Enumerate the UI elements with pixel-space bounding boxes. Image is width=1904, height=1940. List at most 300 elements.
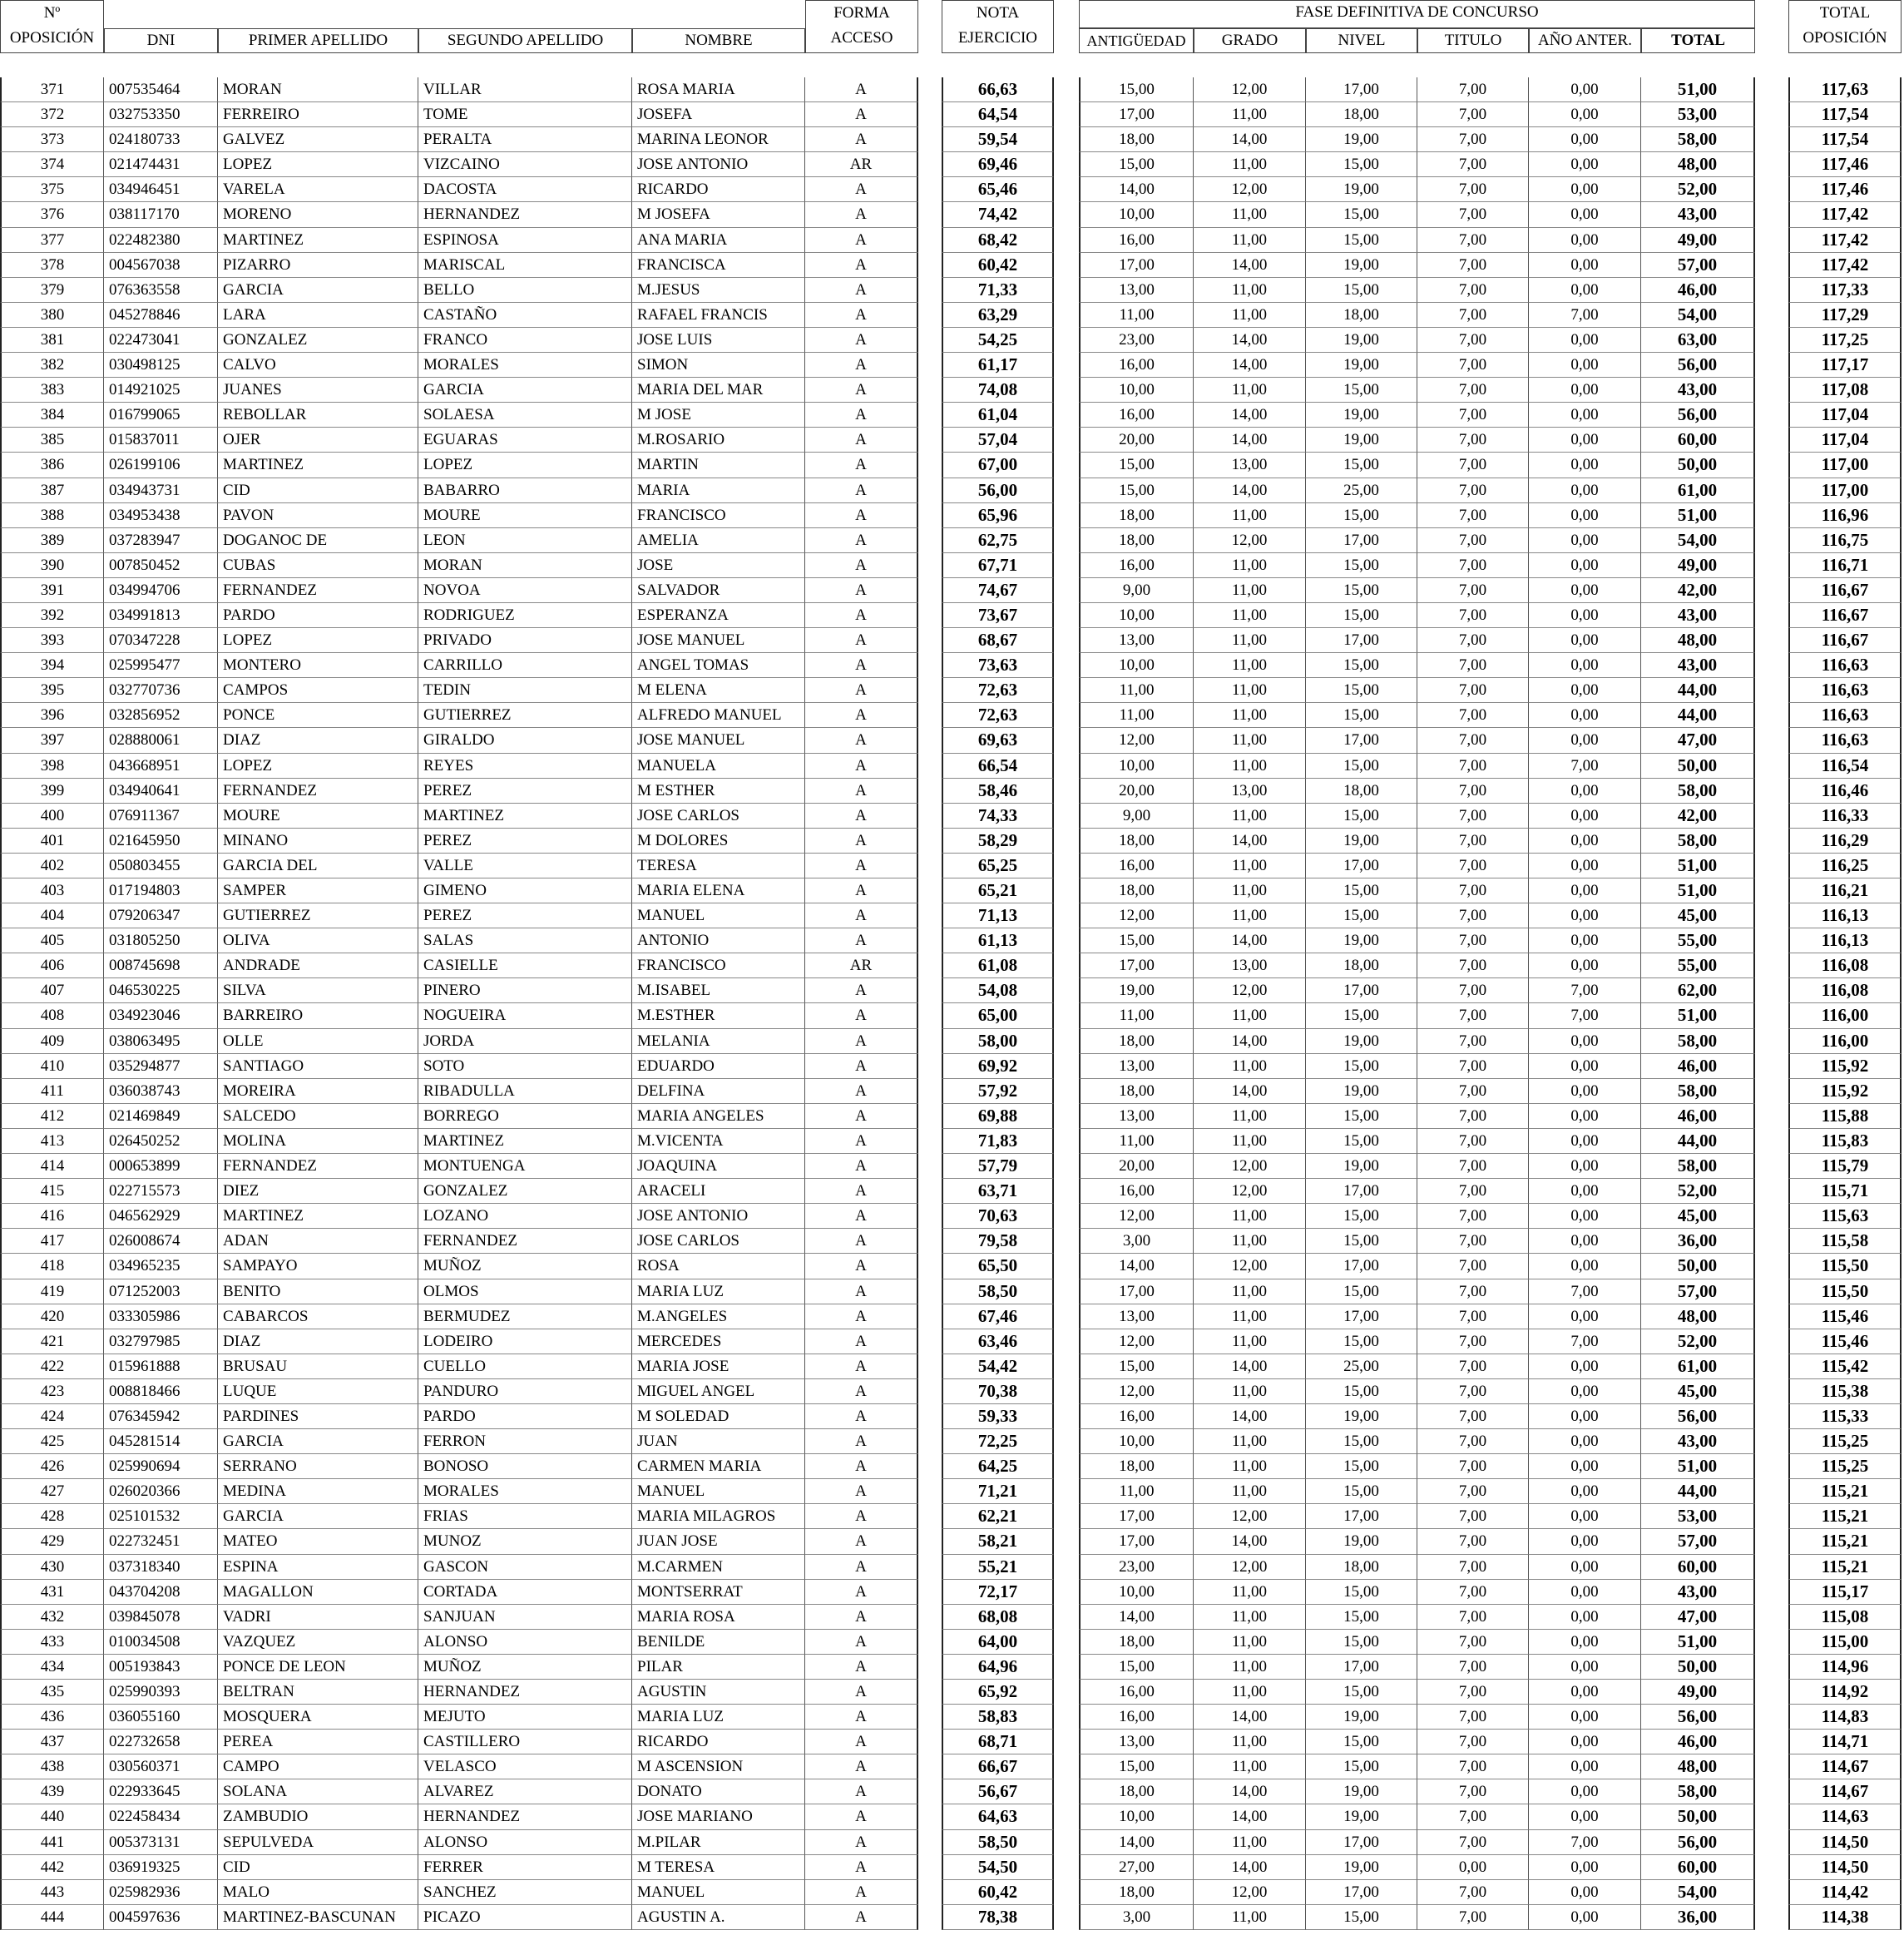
column-gap [918, 678, 942, 703]
cell-grado: 11,00 [1194, 1655, 1306, 1680]
column-gap [1755, 152, 1788, 177]
column-gap [918, 1529, 942, 1554]
cell-grado: 11,00 [1194, 152, 1306, 177]
cell-anio-anter: 0,00 [1529, 228, 1641, 253]
cell-antiguedad: 10,00 [1079, 754, 1194, 779]
cell-forma-acceso: A [805, 403, 918, 428]
cell-dni: 035294877 [104, 1054, 218, 1079]
cell-nivel: 25,00 [1306, 1354, 1417, 1379]
cell-nombre: MARIA JOSE [632, 1354, 805, 1379]
cell-n-oposicion: 439 [0, 1779, 104, 1804]
cell-total-oposicion: 114,96 [1788, 1655, 1902, 1680]
cell-segundo-apellido: ESPINOSA [418, 228, 632, 253]
cell-dni: 037318340 [104, 1555, 218, 1580]
header-antiguedad: ANTIGÜEDAD [1079, 28, 1194, 53]
cell-total-oposicion: 115,21 [1788, 1529, 1902, 1554]
column-gap [1755, 1204, 1788, 1229]
cell-primer-apellido: PONCE [218, 703, 418, 728]
table-row [0, 1404, 1904, 1429]
cell-total-oposicion: 114,67 [1788, 1754, 1902, 1779]
cell-nota-ejercicio: 69,63 [942, 728, 1054, 753]
cell-titulo: 7,00 [1417, 779, 1529, 804]
cell-dni: 034923046 [104, 1003, 218, 1028]
cell-total-oposicion: 116,21 [1788, 878, 1902, 903]
cell-dni: 025982936 [104, 1880, 218, 1905]
column-gap [1054, 1229, 1079, 1254]
cell-dni: 004597636 [104, 1905, 218, 1930]
cell-grado: 11,00 [1194, 1054, 1306, 1079]
column-gap [918, 1079, 942, 1104]
column-gap [918, 978, 942, 1003]
cell-nota-ejercicio: 72,17 [942, 1580, 1054, 1605]
cell-segundo-apellido: PEREZ [418, 829, 632, 854]
cell-nota-ejercicio: 54,08 [942, 978, 1054, 1003]
cell-total-oposicion: 116,00 [1788, 1029, 1902, 1054]
column-gap [918, 1504, 942, 1529]
cell-total-oposicion: 114,42 [1788, 1880, 1902, 1905]
cell-nivel: 15,00 [1306, 1204, 1417, 1229]
cell-total-oposicion: 114,38 [1788, 1905, 1902, 1930]
cell-nivel: 17,00 [1306, 77, 1417, 102]
cell-grado: 14,00 [1194, 478, 1306, 503]
cell-n-oposicion: 430 [0, 1555, 104, 1580]
cell-antiguedad: 16,00 [1079, 854, 1194, 878]
cell-anio-anter: 7,00 [1529, 1003, 1641, 1028]
cell-titulo: 7,00 [1417, 878, 1529, 903]
cell-primer-apellido: DIEZ [218, 1179, 418, 1204]
cell-forma-acceso: A [805, 127, 918, 152]
column-gap [1755, 1304, 1788, 1329]
cell-segundo-apellido: CORTADA [418, 1580, 632, 1605]
cell-nombre: MARTIN [632, 453, 805, 478]
column-gap [1755, 1029, 1788, 1054]
cell-antiguedad: 13,00 [1079, 628, 1194, 653]
cell-titulo: 7,00 [1417, 127, 1529, 152]
cell-antiguedad: 12,00 [1079, 1329, 1194, 1354]
column-gap [918, 1404, 942, 1429]
cell-total-oposicion: 116,29 [1788, 829, 1902, 854]
cell-titulo: 7,00 [1417, 1079, 1529, 1104]
column-gap [918, 1254, 942, 1279]
cell-dni: 043704208 [104, 1580, 218, 1605]
cell-dni: 016799065 [104, 403, 218, 428]
cell-anio-anter: 0,00 [1529, 1880, 1641, 1905]
cell-total-oposicion: 117,29 [1788, 303, 1902, 328]
column-gap [918, 1354, 942, 1379]
column-gap [1054, 603, 1079, 628]
cell-nivel: 19,00 [1306, 127, 1417, 152]
table-row [0, 1029, 1904, 1054]
cell-nivel: 17,00 [1306, 1304, 1417, 1329]
cell-titulo: 7,00 [1417, 1730, 1529, 1754]
cell-fase-total: 57,00 [1641, 253, 1755, 278]
cell-antiguedad: 13,00 [1079, 1730, 1194, 1754]
cell-nivel: 18,00 [1306, 303, 1417, 328]
cell-primer-apellido: SALCEDO [218, 1104, 418, 1129]
cell-total-oposicion: 115,88 [1788, 1104, 1902, 1129]
cell-segundo-apellido: GASCON [418, 1555, 632, 1580]
cell-primer-apellido: REBOLLAR [218, 403, 418, 428]
table-row [0, 829, 1904, 854]
cell-antiguedad: 18,00 [1079, 1630, 1194, 1655]
cell-segundo-apellido: MEJUTO [418, 1705, 632, 1730]
cell-antiguedad: 10,00 [1079, 653, 1194, 678]
cell-anio-anter: 0,00 [1529, 1529, 1641, 1554]
cell-primer-apellido: FERNANDEZ [218, 578, 418, 603]
cell-dni: 026450252 [104, 1129, 218, 1154]
column-gap [1755, 754, 1788, 779]
column-gap [918, 403, 942, 428]
cell-anio-anter: 0,00 [1529, 578, 1641, 603]
column-gap [1755, 1830, 1788, 1855]
column-gap [1054, 1580, 1079, 1605]
cell-dni: 045281514 [104, 1429, 218, 1454]
cell-segundo-apellido: RODRIGUEZ [418, 603, 632, 628]
column-gap [1054, 378, 1079, 403]
cell-anio-anter: 0,00 [1529, 628, 1641, 653]
cell-total-oposicion: 116,00 [1788, 1003, 1902, 1028]
cell-n-oposicion: 374 [0, 152, 104, 177]
cell-nota-ejercicio: 70,63 [942, 1204, 1054, 1229]
cell-forma-acceso: A [805, 1254, 918, 1279]
cell-n-oposicion: 411 [0, 1079, 104, 1104]
cell-grado: 14,00 [1194, 1855, 1306, 1880]
column-gap [1054, 1630, 1079, 1655]
header-total-oposicion [1788, 0, 1902, 53]
cell-primer-apellido: LOPEZ [218, 754, 418, 779]
cell-dni: 004567038 [104, 253, 218, 278]
cell-nivel: 19,00 [1306, 1779, 1417, 1804]
cell-anio-anter: 0,00 [1529, 202, 1641, 227]
table-row [0, 628, 1904, 653]
cell-nivel: 19,00 [1306, 1705, 1417, 1730]
cell-dni: 022732451 [104, 1529, 218, 1554]
column-gap [918, 578, 942, 603]
cell-nivel: 15,00 [1306, 453, 1417, 478]
column-gap [1755, 1529, 1788, 1554]
cell-segundo-apellido: NOGUEIRA [418, 1003, 632, 1028]
table-row [0, 1705, 1904, 1730]
cell-titulo: 7,00 [1417, 1880, 1529, 1905]
cell-segundo-apellido: MARISCAL [418, 253, 632, 278]
cell-dni: 033305986 [104, 1304, 218, 1329]
table-row [0, 378, 1904, 403]
cell-nota-ejercicio: 62,75 [942, 528, 1054, 553]
column-gap [1755, 228, 1788, 253]
column-gap [918, 353, 942, 378]
cell-nombre: SIMON [632, 353, 805, 378]
cell-total-oposicion: 117,17 [1788, 353, 1902, 378]
cell-n-oposicion: 407 [0, 978, 104, 1003]
column-gap [1755, 1404, 1788, 1429]
column-gap [1054, 503, 1079, 528]
cell-grado: 14,00 [1194, 1404, 1306, 1429]
cell-fase-total: 44,00 [1641, 1129, 1755, 1154]
column-gap [1755, 428, 1788, 453]
cell-forma-acceso: A [805, 77, 918, 102]
cell-dni: 034940641 [104, 779, 218, 804]
table-row [0, 1379, 1904, 1404]
cell-fase-total: 56,00 [1641, 353, 1755, 378]
cell-fase-total: 50,00 [1641, 754, 1755, 779]
cell-titulo: 7,00 [1417, 1655, 1529, 1680]
cell-forma-acceso: A [805, 1029, 918, 1054]
cell-fase-total: 51,00 [1641, 1003, 1755, 1028]
cell-nombre: MANUEL [632, 1479, 805, 1504]
column-gap [1054, 678, 1079, 703]
cell-fase-total: 52,00 [1641, 177, 1755, 202]
table-row [0, 578, 1904, 603]
cell-n-oposicion: 400 [0, 804, 104, 829]
table-row [0, 1504, 1904, 1529]
table-row [0, 1479, 1904, 1504]
cell-nombre: M SOLEDAD [632, 1404, 805, 1429]
cell-grado: 14,00 [1194, 1529, 1306, 1554]
cell-segundo-apellido: VELASCO [418, 1754, 632, 1779]
cell-primer-apellido: CID [218, 1855, 418, 1880]
table-row [0, 653, 1904, 678]
column-gap [918, 1104, 942, 1129]
cell-total-oposicion: 115,25 [1788, 1429, 1902, 1454]
cell-nombre: M DOLORES [632, 829, 805, 854]
table-row [0, 1054, 1904, 1079]
column-gap [1755, 829, 1788, 854]
cell-forma-acceso: A [805, 1129, 918, 1154]
cell-anio-anter: 0,00 [1529, 1804, 1641, 1829]
cell-fase-total: 58,00 [1641, 829, 1755, 854]
cell-antiguedad: 14,00 [1079, 1830, 1194, 1855]
cell-forma-acceso: A [805, 1779, 918, 1804]
cell-fase-total: 43,00 [1641, 603, 1755, 628]
cell-primer-apellido: SEPULVEDA [218, 1830, 418, 1855]
column-gap [1755, 453, 1788, 478]
cell-antiguedad: 3,00 [1079, 1905, 1194, 1930]
cell-nota-ejercicio: 69,88 [942, 1104, 1054, 1129]
cell-titulo: 7,00 [1417, 1830, 1529, 1855]
cell-n-oposicion: 429 [0, 1529, 104, 1554]
column-gap [918, 1204, 942, 1229]
cell-forma-acceso: A [805, 1429, 918, 1454]
cell-antiguedad: 18,00 [1079, 1454, 1194, 1479]
cell-nivel: 25,00 [1306, 478, 1417, 503]
cell-antiguedad: 12,00 [1079, 903, 1194, 928]
column-gap [918, 804, 942, 829]
table-row [0, 77, 1904, 102]
cell-anio-anter: 0,00 [1529, 1179, 1641, 1204]
cell-nota-ejercicio: 71,21 [942, 1479, 1054, 1504]
cell-segundo-apellido: BELLO [418, 278, 632, 303]
cell-nivel: 15,00 [1306, 603, 1417, 628]
column-gap [1755, 528, 1788, 553]
cell-nota-ejercicio: 74,33 [942, 804, 1054, 829]
cell-total-oposicion: 117,33 [1788, 278, 1902, 303]
cell-dni: 032753350 [104, 102, 218, 127]
cell-antiguedad: 19,00 [1079, 978, 1194, 1003]
column-gap [918, 1229, 942, 1254]
table-row [0, 678, 1904, 703]
cell-total-oposicion: 115,63 [1788, 1204, 1902, 1229]
table-row [0, 1079, 1904, 1104]
cell-nota-ejercicio: 57,92 [942, 1079, 1054, 1104]
cell-nota-ejercicio: 79,58 [942, 1229, 1054, 1254]
cell-nombre: M ASCENSION [632, 1754, 805, 1779]
cell-nombre: JUAN JOSE [632, 1529, 805, 1554]
cell-grado: 11,00 [1194, 202, 1306, 227]
cell-antiguedad: 10,00 [1079, 1429, 1194, 1454]
cell-n-oposicion: 373 [0, 127, 104, 152]
column-gap [1054, 228, 1079, 253]
cell-fase-total: 58,00 [1641, 127, 1755, 152]
cell-dni: 022732658 [104, 1730, 218, 1754]
cell-forma-acceso: A [805, 528, 918, 553]
cell-titulo: 7,00 [1417, 1605, 1529, 1630]
cell-primer-apellido: ANDRADE [218, 953, 418, 978]
column-gap [918, 878, 942, 903]
column-gap [918, 328, 942, 353]
cell-dni: 079206347 [104, 903, 218, 928]
cell-dni: 022933645 [104, 1779, 218, 1804]
table-row [0, 1204, 1904, 1229]
table-row [0, 328, 1904, 353]
cell-anio-anter: 0,00 [1529, 678, 1641, 703]
cell-primer-apellido: MINANO [218, 829, 418, 854]
cell-total-oposicion: 117,63 [1788, 77, 1902, 102]
cell-forma-acceso: A [805, 1754, 918, 1779]
cell-primer-apellido: MOSQUERA [218, 1705, 418, 1730]
table-row [0, 1254, 1904, 1279]
column-gap [1755, 1354, 1788, 1379]
cell-nota-ejercicio: 65,96 [942, 503, 1054, 528]
column-gap [1755, 1054, 1788, 1079]
cell-nivel: 17,00 [1306, 854, 1417, 878]
column-gap [918, 1555, 942, 1580]
cell-grado: 11,00 [1194, 1329, 1306, 1354]
cell-grado: 11,00 [1194, 1580, 1306, 1605]
column-gap [1054, 1804, 1079, 1829]
cell-n-oposicion: 391 [0, 578, 104, 603]
cell-primer-apellido: MOURE [218, 804, 418, 829]
cell-nombre: AGUSTIN A. [632, 1905, 805, 1930]
cell-nivel: 18,00 [1306, 102, 1417, 127]
cell-nivel: 19,00 [1306, 177, 1417, 202]
cell-nombre: MARIA ROSA [632, 1605, 805, 1630]
cell-dni: 026020366 [104, 1479, 218, 1504]
cell-total-oposicion: 116,75 [1788, 528, 1902, 553]
cell-dni: 025101532 [104, 1504, 218, 1529]
cell-antiguedad: 18,00 [1079, 1079, 1194, 1104]
cell-n-oposicion: 396 [0, 703, 104, 728]
cell-anio-anter: 0,00 [1529, 353, 1641, 378]
cell-primer-apellido: MEDINA [218, 1479, 418, 1504]
cell-antiguedad: 13,00 [1079, 1104, 1194, 1129]
column-gap [1054, 953, 1079, 978]
cell-nivel: 15,00 [1306, 503, 1417, 528]
cell-titulo: 7,00 [1417, 1304, 1529, 1329]
cell-dni: 076911367 [104, 804, 218, 829]
cell-primer-apellido: ADAN [218, 1229, 418, 1254]
cell-primer-apellido: DIAZ [218, 1329, 418, 1354]
column-gap [1755, 928, 1788, 953]
cell-forma-acceso: A [805, 1003, 918, 1028]
cell-titulo: 7,00 [1417, 703, 1529, 728]
column-gap [918, 1479, 942, 1504]
cell-primer-apellido: MATEO [218, 1529, 418, 1554]
column-gap [1755, 1779, 1788, 1804]
cell-nota-ejercicio: 64,00 [942, 1630, 1054, 1655]
cell-segundo-apellido: MOURE [418, 503, 632, 528]
column-gap [1755, 628, 1788, 653]
cell-antiguedad: 9,00 [1079, 804, 1194, 829]
cell-dni: 025995477 [104, 653, 218, 678]
cell-grado: 14,00 [1194, 1779, 1306, 1804]
cell-nombre: ESPERANZA [632, 603, 805, 628]
cell-primer-apellido: PAVON [218, 503, 418, 528]
cell-segundo-apellido: ALONSO [418, 1630, 632, 1655]
table-row [0, 903, 1904, 928]
cell-segundo-apellido: SANJUAN [418, 1605, 632, 1630]
cell-antiguedad: 11,00 [1079, 703, 1194, 728]
cell-anio-anter: 0,00 [1529, 854, 1641, 878]
cell-primer-apellido: PEREA [218, 1730, 418, 1754]
cell-antiguedad: 16,00 [1079, 403, 1194, 428]
cell-nivel: 19,00 [1306, 1029, 1417, 1054]
cell-grado: 11,00 [1194, 378, 1306, 403]
cell-segundo-apellido: GUTIERREZ [418, 703, 632, 728]
cell-antiguedad: 14,00 [1079, 1254, 1194, 1279]
cell-anio-anter: 0,00 [1529, 603, 1641, 628]
cell-total-oposicion: 116,25 [1788, 854, 1902, 878]
table-row [0, 1279, 1904, 1304]
cell-antiguedad: 10,00 [1079, 378, 1194, 403]
table-row [0, 953, 1904, 978]
cell-forma-acceso: A [805, 428, 918, 453]
cell-n-oposicion: 431 [0, 1580, 104, 1605]
table-row [0, 428, 1904, 453]
cell-n-oposicion: 415 [0, 1179, 104, 1204]
table-row [0, 603, 1904, 628]
column-gap [918, 1029, 942, 1054]
cell-antiguedad: 11,00 [1079, 678, 1194, 703]
cell-anio-anter: 0,00 [1529, 1454, 1641, 1479]
cell-fase-total: 43,00 [1641, 202, 1755, 227]
column-gap [918, 779, 942, 804]
cell-nota-ejercicio: 59,54 [942, 127, 1054, 152]
cell-dni: 045278846 [104, 303, 218, 328]
column-gap [918, 1655, 942, 1680]
cell-segundo-apellido: SOLAESA [418, 403, 632, 428]
cell-grado: 12,00 [1194, 528, 1306, 553]
cell-grado: 11,00 [1194, 1454, 1306, 1479]
cell-nombre: BENILDE [632, 1630, 805, 1655]
column-gap [1054, 653, 1079, 678]
cell-total-oposicion: 115,46 [1788, 1304, 1902, 1329]
cell-total-oposicion: 115,38 [1788, 1379, 1902, 1404]
column-gap [1054, 804, 1079, 829]
cell-segundo-apellido: MUÑOZ [418, 1254, 632, 1279]
header-forma-acceso [805, 0, 918, 53]
cell-n-oposicion: 418 [0, 1254, 104, 1279]
header-forma: FORMA [833, 4, 890, 22]
column-gap [918, 1279, 942, 1304]
cell-grado: 13,00 [1194, 453, 1306, 478]
table-row [0, 353, 1904, 378]
cell-anio-anter: 0,00 [1529, 728, 1641, 753]
cell-segundo-apellido: CASTAÑO [418, 303, 632, 328]
cell-nivel: 15,00 [1306, 1479, 1417, 1504]
table-row [0, 1104, 1904, 1129]
cell-anio-anter: 0,00 [1529, 428, 1641, 453]
cell-titulo: 7,00 [1417, 1754, 1529, 1779]
